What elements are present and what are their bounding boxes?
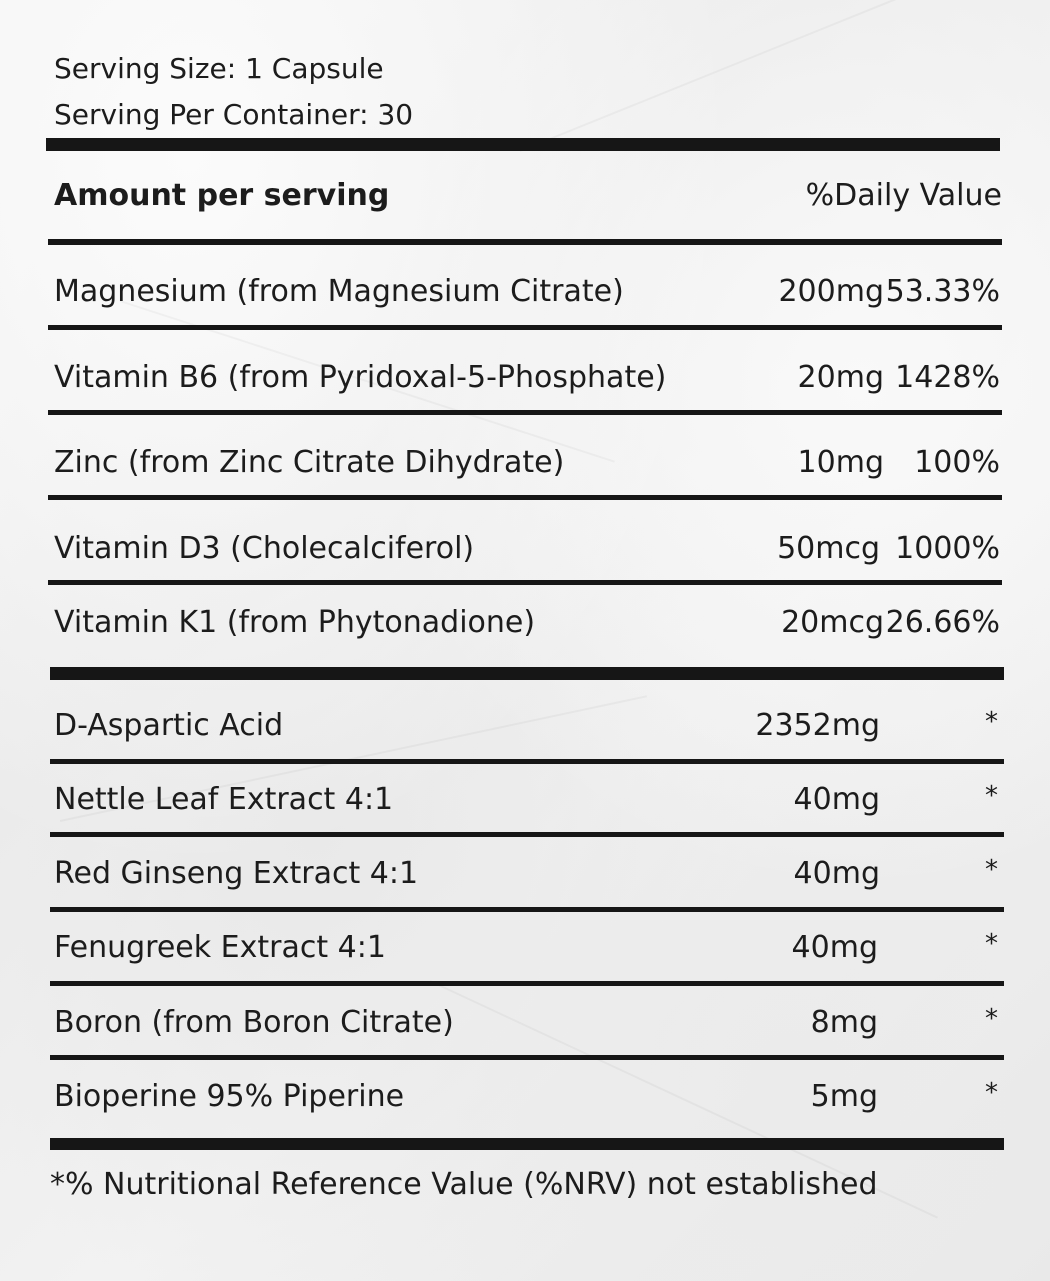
paper-crease — [520, 0, 966, 152]
daily-value-heading: %Daily Value — [805, 178, 1002, 213]
ingredient-name: Bioperine 95% Piperine — [54, 1079, 405, 1114]
ingredient-daily-value: * — [985, 929, 998, 959]
ingredient-amount: 40mg — [793, 856, 880, 891]
divider — [48, 325, 1002, 330]
divider — [50, 981, 1004, 986]
ingredient-amount: 10mg — [797, 445, 884, 480]
ingredient-name: D-Aspartic Acid — [54, 708, 284, 743]
ingredient-daily-value: 53.33% — [885, 274, 1000, 309]
ingredient-name: Zinc (from Zinc Citrate Dihydrate) — [54, 445, 565, 480]
ingredient-name: Fenugreek Extract 4:1 — [54, 930, 386, 965]
amount-per-serving-heading: Amount per serving — [54, 178, 390, 213]
ingredient-amount: 50mcg — [777, 531, 880, 566]
thick-divider — [50, 1138, 1004, 1150]
footnote: *% Nutritional Reference Value (%NRV) not established — [50, 1167, 878, 1202]
ingredient-daily-value: 1428% — [895, 360, 1000, 395]
serving-size: Serving Size: 1 Capsule — [54, 52, 384, 85]
ingredient-daily-value: * — [985, 1078, 998, 1108]
ingredient-daily-value: * — [985, 781, 998, 811]
ingredient-name: Vitamin B6 (from Pyridoxal-5-Phosphate) — [54, 360, 667, 395]
divider — [50, 759, 1004, 764]
ingredient-amount: 20mg — [797, 360, 884, 395]
servings-per-container: Serving Per Container: 30 — [54, 98, 414, 131]
ingredient-amount: 40mg — [793, 782, 880, 817]
divider — [48, 410, 1002, 415]
ingredient-daily-value: * — [985, 1004, 998, 1034]
ingredient-name: Vitamin D3 (Cholecalciferol) — [54, 531, 475, 566]
ingredient-amount: 20mcg — [781, 605, 884, 640]
divider — [50, 1055, 1004, 1060]
ingredient-daily-value: 100% — [914, 445, 1000, 480]
divider — [50, 832, 1004, 837]
divider — [48, 239, 1002, 245]
ingredient-amount: 8mg — [810, 1005, 878, 1040]
ingredient-name: Vitamin K1 (from Phytonadione) — [54, 605, 536, 640]
divider — [48, 580, 1002, 585]
ingredient-name: Nettle Leaf Extract 4:1 — [54, 782, 394, 817]
thick-divider — [50, 667, 1004, 680]
divider — [50, 907, 1004, 912]
ingredient-amount: 40mg — [791, 930, 878, 965]
ingredient-amount: 5mg — [810, 1079, 878, 1114]
ingredient-amount: 200mg — [778, 274, 884, 309]
divider — [48, 495, 1002, 500]
thick-divider — [46, 138, 1000, 151]
ingredient-amount: 2352mg — [755, 708, 880, 743]
ingredient-daily-value: * — [985, 855, 998, 885]
ingredient-name: Red Ginseng Extract 4:1 — [54, 856, 419, 891]
ingredient-daily-value: 1000% — [895, 531, 1000, 566]
ingredient-daily-value: * — [985, 707, 998, 737]
ingredient-name: Magnesium (from Magnesium Citrate) — [54, 274, 624, 309]
ingredient-name: Boron (from Boron Citrate) — [54, 1005, 454, 1040]
ingredient-daily-value: 26.66% — [885, 605, 1000, 640]
